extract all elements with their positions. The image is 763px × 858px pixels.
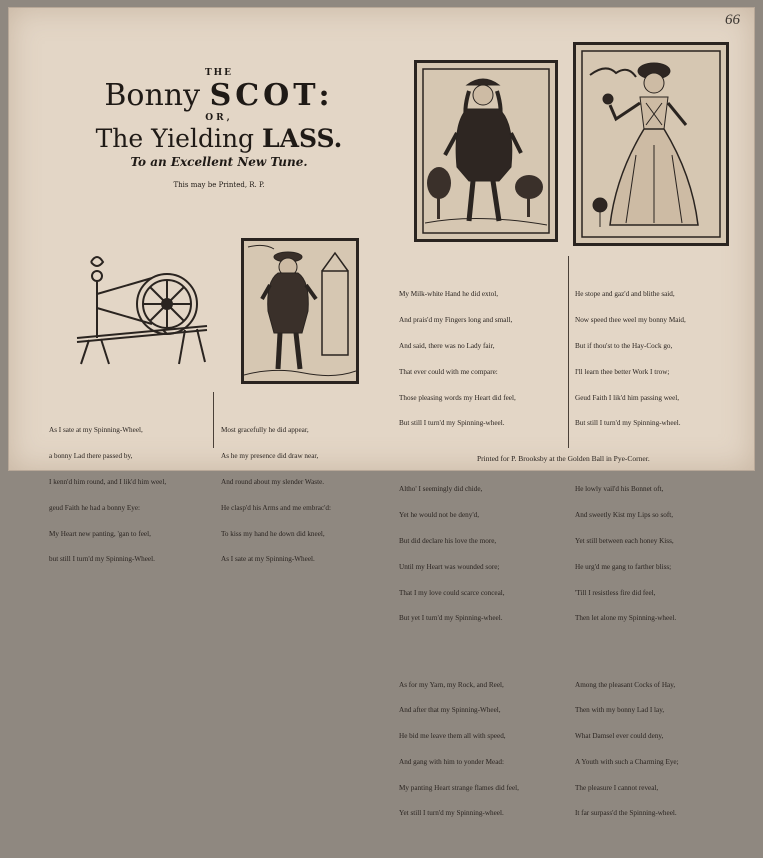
verse-line: And round about my slender Waste.	[221, 477, 325, 486]
imprint-line: Printed for P. Brooksby at the Golden Ball in Pye-Corner.	[477, 454, 650, 463]
stanza	[575, 273, 686, 445]
verse-line: Those pleasing words my Heart did feel,	[399, 393, 516, 402]
verse-line: The pleasure I cannot reveal,	[575, 783, 659, 792]
verse-line: But still I turn'd my Spinning-wheel.	[575, 419, 681, 428]
verse-line: Geud Faith I lik'd him passing weel,	[575, 393, 680, 402]
verse-line: geud Faith he had a bonny Eye:	[49, 503, 141, 512]
verse-line: A Youth with such a Charming Eye;	[575, 757, 679, 766]
folio-number: 66	[725, 12, 740, 28]
verse-line: Most gracefully he did appear,	[221, 426, 309, 435]
verse-line: 'Till I resistless fire did feel,	[575, 588, 656, 597]
verse-line: My Milk-white Hand he did extol,	[399, 290, 499, 299]
lady-icon	[576, 45, 726, 243]
title-line-1	[49, 80, 389, 112]
verse-line: That I my love could scarce conceal,	[399, 588, 505, 597]
verse-line: As I sate at my Spinning-Wheel.	[221, 555, 315, 564]
verse-line: I kenn'd him round, and I lik'd him weel,	[49, 477, 167, 486]
verse-line: But did declare his love the more,	[399, 537, 497, 545]
stanza	[399, 468, 519, 640]
verse-line: Yet still between each honey Kiss,	[575, 537, 674, 545]
verse-line: Then with my bonny Lad I lay,	[575, 706, 665, 715]
stanza	[399, 273, 519, 445]
verse-line: Altho' I seemingly did chide,	[399, 485, 483, 494]
verse-line: That ever could with me compare:	[399, 367, 498, 376]
verse-line: As he my presence did draw near,	[221, 452, 319, 461]
verse-line: Until my Heart was wounded sore;	[399, 562, 500, 571]
verse-line: As I sate at my Spinning-Wheel,	[49, 426, 143, 435]
verse-line: And gang with him to yonder Mead:	[399, 757, 505, 766]
verse-line: He clasp'd his Arms and me embrac'd:	[221, 503, 331, 512]
title-lass: LASS.	[262, 124, 343, 153]
tune-line: To an Excellent New Tune.	[130, 155, 308, 169]
title-yielding: The Yielding	[95, 124, 255, 153]
verse-column-4	[575, 256, 686, 858]
spinning-wheel-icon	[67, 246, 217, 368]
verse-line: Yet he would not be deny'd,	[399, 511, 480, 520]
verse-line: He urg'd me gang to farther bliss;	[575, 562, 672, 571]
spinning-wheel-woodcut	[67, 246, 217, 368]
licence-line: This may be Printed, R. P.	[173, 181, 265, 189]
column-rule	[568, 256, 569, 448]
verse-line: And after that my Spinning-Wheel,	[399, 706, 501, 715]
column-rule	[213, 392, 214, 448]
verse-line: Then let alone my Spinning-wheel.	[575, 614, 677, 623]
verse-line: To kiss my hand he down did kneel,	[221, 529, 325, 538]
stanza	[221, 409, 331, 581]
scotsman-woodcut	[241, 238, 359, 384]
verse-line: Yet still I turn'd my Spinning-wheel.	[399, 809, 504, 818]
stanza	[575, 468, 686, 640]
scotsman-icon	[244, 241, 356, 381]
verse-line: My Heart new panting, 'gan to feel,	[49, 529, 151, 538]
stanza	[49, 409, 166, 581]
title-or: OR,	[205, 113, 233, 123]
verse-line: He bid me leave them all with speed,	[399, 732, 506, 741]
title-scot: SCOT:	[209, 78, 334, 113]
verse-line: My panting Heart strange flames did feel,	[399, 783, 519, 792]
verse-line: It far surpass'd the Spinning-wheel.	[575, 809, 677, 818]
verse-line: And said, there was no Lady fair,	[399, 341, 495, 350]
stanza	[399, 663, 519, 835]
verse-line: As for my Yarn, my Rock, and Reel,	[399, 680, 504, 689]
gentleman-woodcut	[414, 60, 558, 242]
title-bonny: Bonny	[104, 78, 201, 113]
verse-line: a bonny Lad there passed by,	[49, 452, 133, 461]
title-the: THE	[204, 68, 234, 78]
verse-column-3	[399, 256, 519, 858]
lady-woodcut	[573, 42, 729, 246]
stanza	[575, 663, 686, 835]
gentleman-icon	[417, 63, 555, 239]
verse-line: And prais'd my Fingers long and small,	[399, 316, 513, 325]
verse-line: He stope and gaz'd and blithe said,	[575, 290, 675, 299]
verse-column-2	[221, 392, 331, 604]
broadside-sheet	[9, 8, 754, 818]
verse-column-1	[49, 392, 166, 604]
verse-line: but still I turn'd my Spinning-Wheel.	[49, 555, 155, 564]
verse-line: But if thou'st to the Hay-Cock go,	[575, 341, 673, 350]
verse-line: Among the pleasant Cocks of Hay,	[575, 680, 676, 689]
verse-line: And sweetly Kist my Lips so soft,	[575, 511, 674, 520]
verse-line: What Damsel ever could deny,	[575, 732, 664, 741]
title-line-2	[49, 125, 389, 153]
verse-line: I'll learn thee better Work I trow;	[575, 367, 670, 376]
verse-line: He lowly vail'd his Bonnet oft,	[575, 485, 664, 494]
verse-line: But still I turn'd my Spinning-wheel.	[399, 419, 505, 428]
verse-line: Now speed thee weel my bonny Maid,	[575, 316, 686, 325]
verse-line: But yet I turn'd my Spinning-wheel.	[399, 614, 503, 623]
title-block	[49, 68, 389, 189]
